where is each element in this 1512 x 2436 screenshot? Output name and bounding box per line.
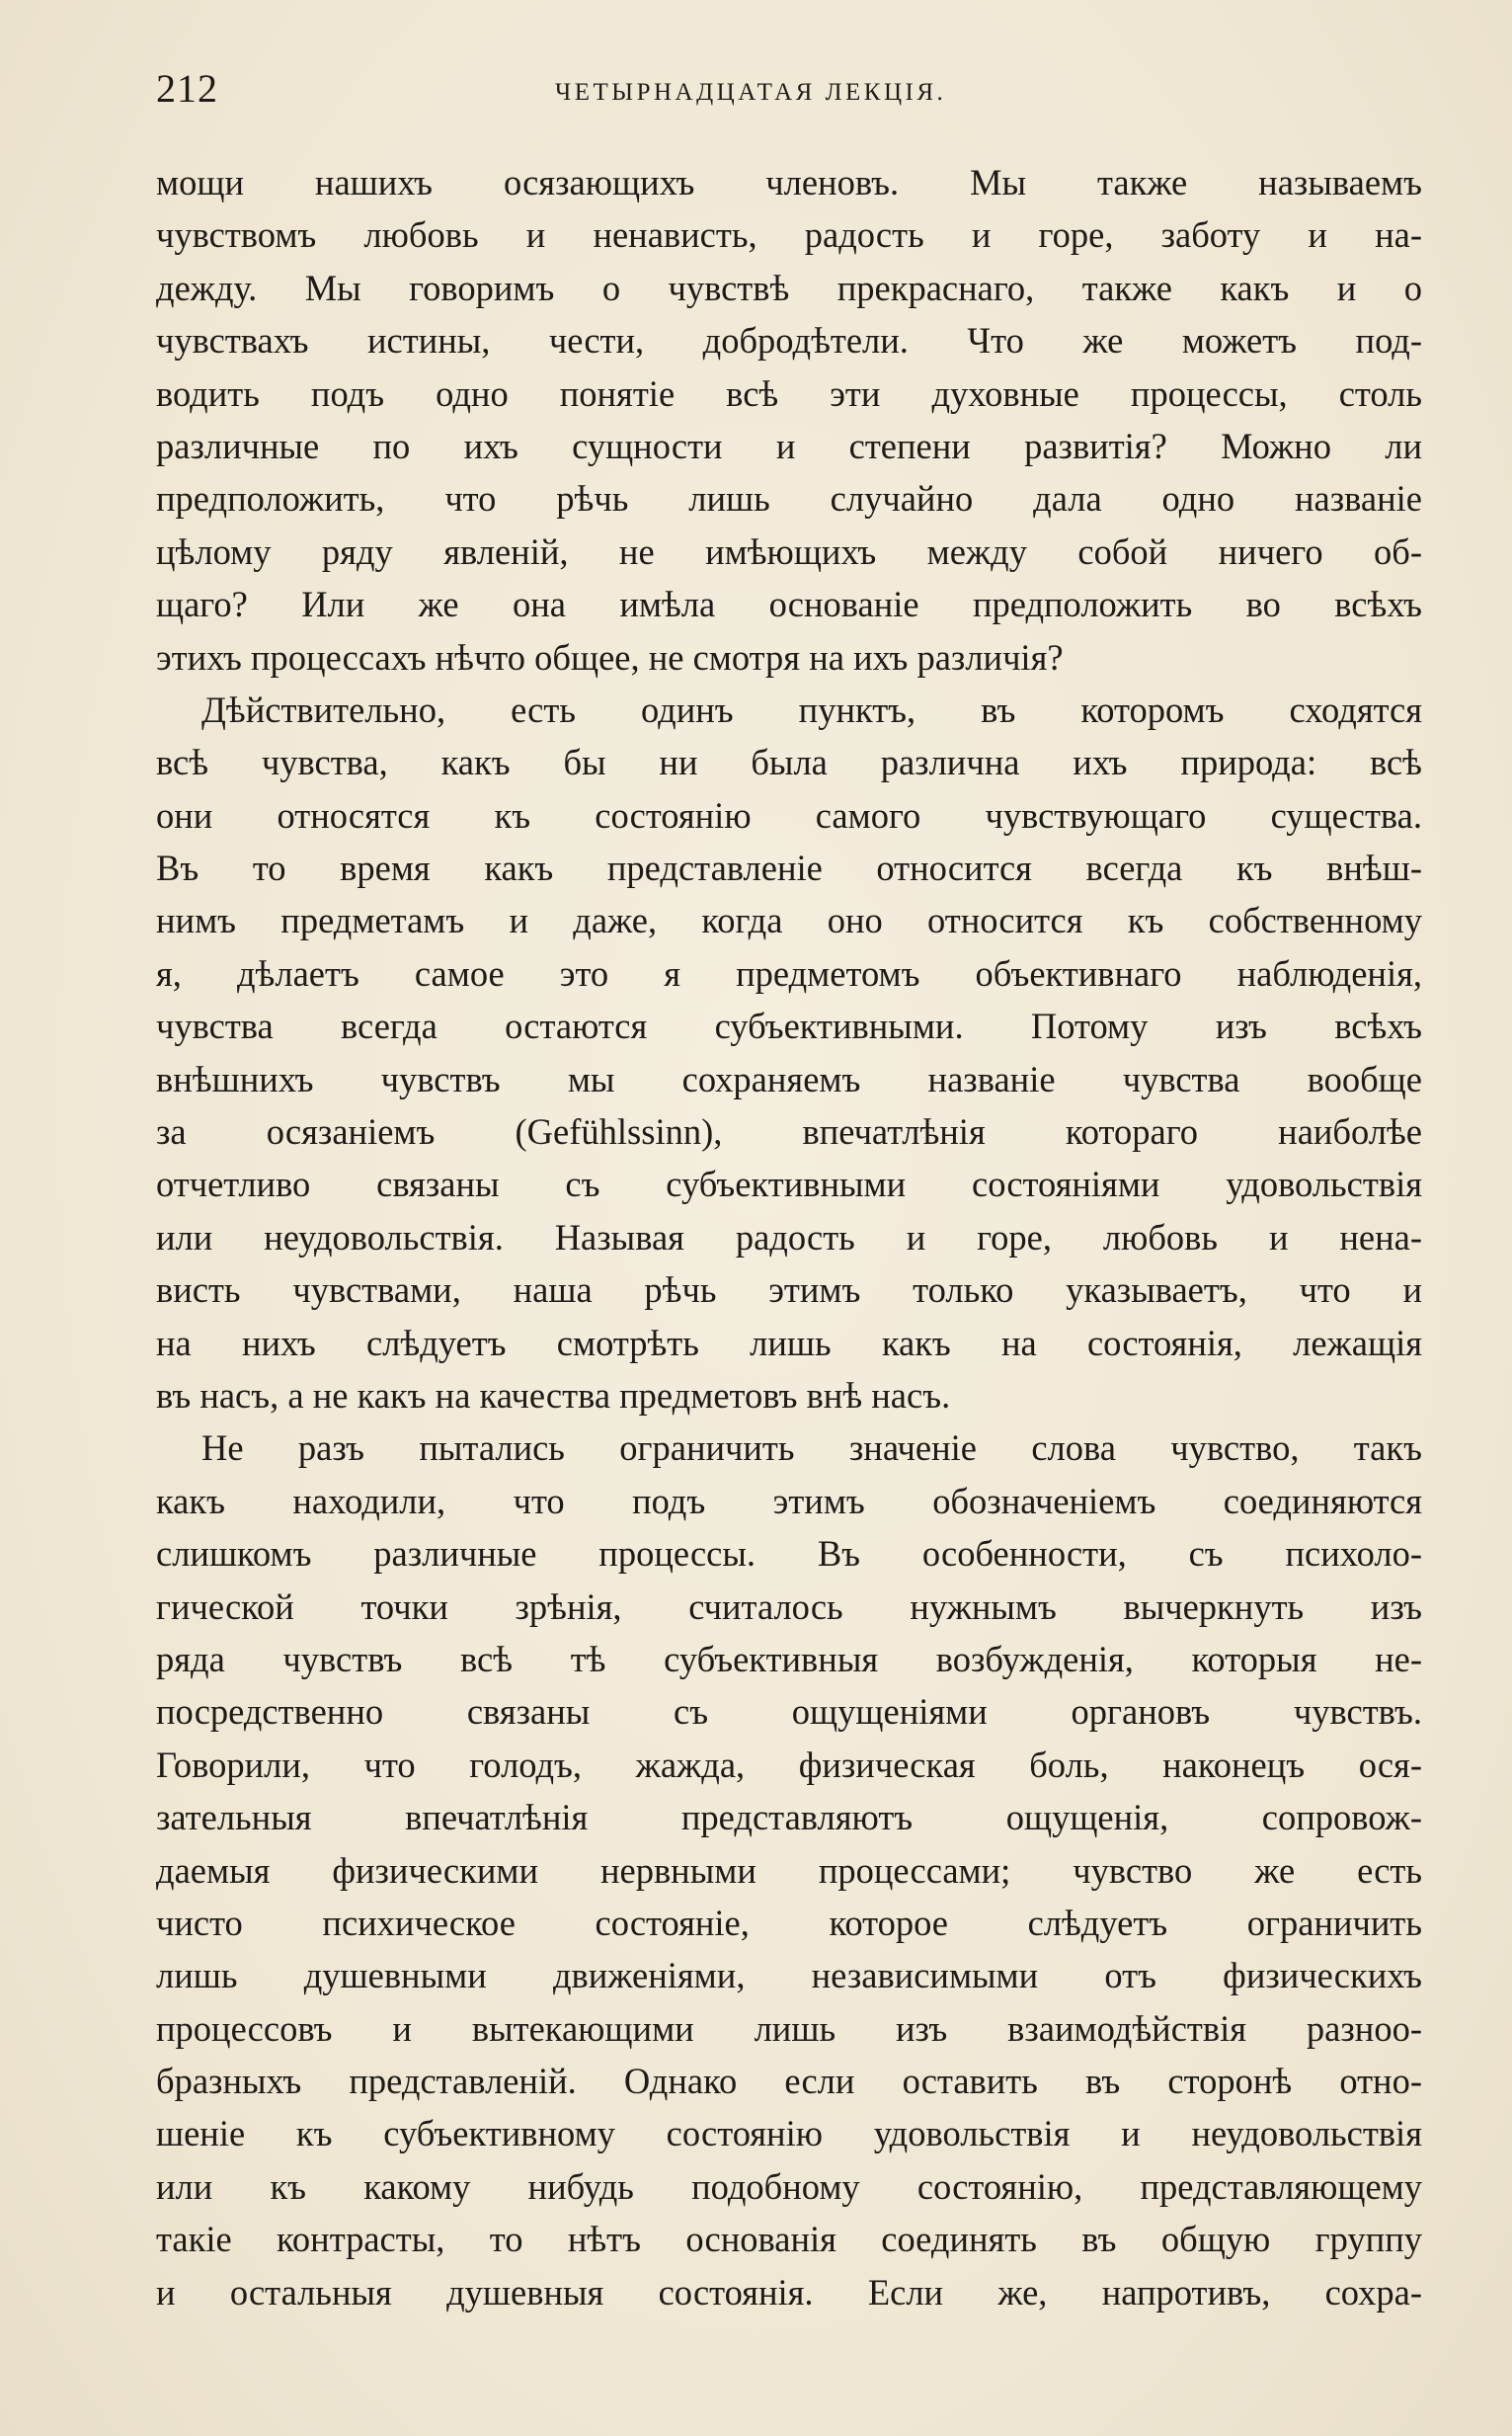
- text-line: шеніе къ субъективному состоянію удовольствія и неудовольствія: [156, 2113, 1422, 2154]
- text-line: бразныхъ представленій. Однако если оставить въ сторонѣ отно-: [156, 2061, 1422, 2102]
- text-line: гической точки зрѣнія, считалось нужнымъ вычеркнуть изъ: [156, 1585, 1422, 1627]
- text-line: нимъ предметамъ и даже, когда оно относится къ собственному: [156, 900, 1422, 941]
- text-line: чувствомъ любовь и ненависть, радость и горе, заботу и на-: [156, 214, 1422, 256]
- text-line: или къ какому нибудь подобному состоянію, представляющему: [156, 2165, 1422, 2207]
- text-line: водить подъ одно понятіе всѣ эти духовные процессы, столь: [156, 372, 1422, 414]
- body-text: [156, 156, 1422, 2318]
- page-number: 212: [156, 66, 218, 111]
- text-line: отчетливо связаны съ субъективными состояніями удовольствія: [156, 1164, 1422, 1205]
- text-line: на нихъ слѣдуетъ смотрѣть лишь какъ на состоянія, лежащія: [156, 1322, 1422, 1363]
- text-line: щаго? Или же она имѣла основаніе предположить во всѣхъ: [156, 584, 1422, 625]
- text-line: различные по ихъ сущности и степени развитія? Можно ли: [156, 425, 1422, 466]
- text-line: Не разъ пытались ограничить значеніе слова чувство, такъ: [201, 1427, 1422, 1469]
- running-head: ЧЕТЫРНАДЦАТАЯ ЛЕКЦІЯ.: [555, 79, 947, 106]
- text-line: этихъ процессахъ нѣчто общее, не смотря на ихъ различія?: [156, 636, 1064, 678]
- text-line: Говорили, что голодъ, жажда, физическая боль, наконецъ ося-: [156, 1744, 1422, 1785]
- text-line: и остальныя душевныя состоянія. Если же, напротивъ, сохра-: [156, 2271, 1422, 2313]
- text-line: въ насъ, а не какъ на качества предметовъ внѣ насъ.: [156, 1374, 951, 1416]
- text-line: чувства всегда остаются субъективными. Потому изъ всѣхъ: [156, 1006, 1422, 1047]
- text-line: за осязаніемъ (Gefühlssinn), впечатлѣнія котораго наиболѣе: [156, 1111, 1422, 1153]
- text-line: Дѣйствительно, есть одинъ пунктъ, въ которомъ сходятся: [201, 689, 1422, 730]
- text-line: какъ находили, что подъ этимъ обозначеніемъ соединяются: [156, 1480, 1422, 1521]
- text-line: ряда чувствъ всѣ тѣ субъективныя возбужденія, которыя не-: [156, 1638, 1422, 1679]
- text-line: даемыя физическими нервными процессами; чувство же есть: [156, 1849, 1422, 1891]
- text-line: или неудовольствія. Называя радость и горе, любовь и нена-: [156, 1216, 1422, 1258]
- text-line: всѣ чувства, какъ бы ни была различна ихъ природа: всѣ: [156, 742, 1422, 783]
- text-line: мощи нашихъ осязающихъ членовъ. Мы также называемъ: [156, 162, 1422, 203]
- text-line: внѣшнихъ чувствъ мы сохраняемъ названіе чувства вообще: [156, 1058, 1422, 1099]
- text-line: предположить, что рѣчь лишь случайно дала одно названіе: [156, 478, 1422, 520]
- text-line: чисто психическое состояніе, которое слѣдуетъ ограничить: [156, 1902, 1422, 1943]
- text-line: зательныя впечатлѣнія представляютъ ощущенія, сопровож-: [156, 1797, 1422, 1838]
- text-line: они относятся къ состоянію самого чувствующаго существа.: [156, 794, 1422, 836]
- text-line: посредственно связаны съ ощущеніями органовъ чувствъ.: [156, 1691, 1422, 1733]
- text-line: слишкомъ различные процессы. Въ особенности, съ психоло-: [156, 1533, 1422, 1575]
- text-line: цѣлому ряду явленій, не имѣющихъ между собой ничего об-: [156, 530, 1422, 572]
- text-line: Въ то время какъ представленіе относится всегда къ внѣш-: [156, 848, 1422, 889]
- text-line: дежду. Мы говоримъ о чувствѣ прекраснаго, также какъ и о: [156, 267, 1422, 308]
- text-line: лишь душевными движеніями, независимыми отъ физическихъ: [156, 1955, 1422, 1996]
- text-line: чувствахъ истины, чести, добродѣтели. Что же можетъ под-: [156, 320, 1422, 362]
- text-line: процессовъ и вытекающими лишь изъ взаимодѣйствія разноо-: [156, 2007, 1422, 2049]
- text-line: такіе контрасты, то нѣтъ основанія соединять въ общую группу: [156, 2219, 1422, 2260]
- text-line: я, дѣлаетъ самое это я предметомъ объективнаго наблюденія,: [156, 952, 1422, 994]
- page-header: [156, 63, 1422, 122]
- text-line: висть чувствами, наша рѣчь этимъ только указываетъ, что и: [156, 1269, 1422, 1311]
